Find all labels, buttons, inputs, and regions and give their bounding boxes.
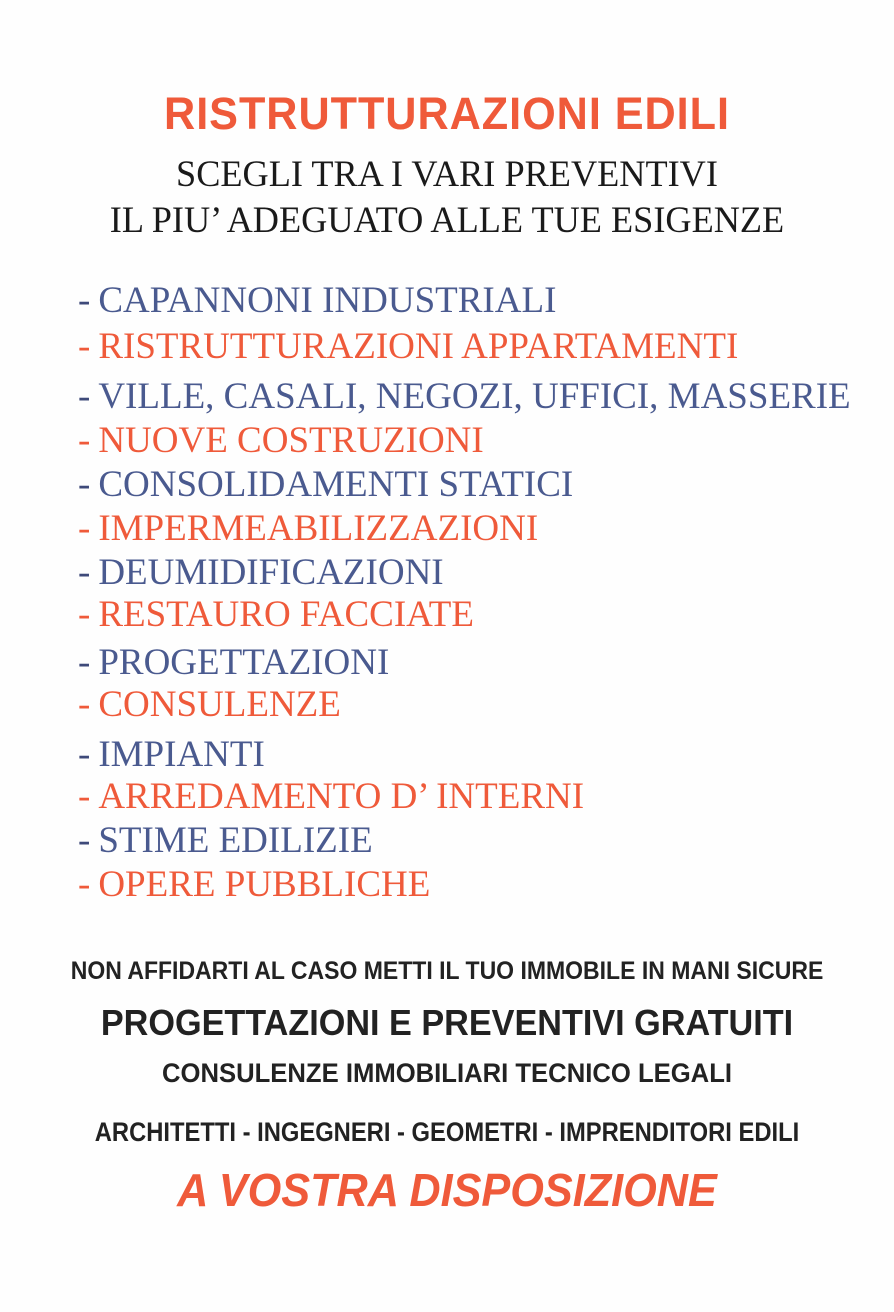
service-item xyxy=(78,422,484,459)
service-dash: - xyxy=(78,376,91,417)
service-item xyxy=(78,822,373,859)
service-dash: - xyxy=(78,776,91,817)
footer-line-3: CONSULENZE IMMOBILIARI TECNICO LEGALI xyxy=(162,1058,732,1088)
service-dash: - xyxy=(78,864,91,905)
service-item xyxy=(78,554,444,591)
service-dash: - xyxy=(78,552,91,593)
service-item xyxy=(78,596,474,633)
service-item xyxy=(78,644,389,681)
footer-line-5: A VOSTRA DISPOSIZIONE xyxy=(177,1164,717,1216)
footer-line-2: PROGETTAZIONI E PREVENTIVI GRATUITI xyxy=(100,1002,794,1043)
service-dash: - xyxy=(78,642,91,683)
service-dash: - xyxy=(78,280,91,321)
service-label: RESTAURO FACCIATE xyxy=(98,594,474,635)
service-label: OPERE PUBBLICHE xyxy=(98,864,431,905)
service-dash: - xyxy=(78,684,91,725)
service-label: DEUMIDIFICAZIONI xyxy=(98,552,444,593)
service-label: IMPIANTI xyxy=(98,734,265,775)
service-dash: - xyxy=(78,420,91,461)
service-label: RISTRUTTURAZIONI APPARTAMENTI xyxy=(98,326,739,367)
service-label: STIME EDILIZIE xyxy=(98,820,373,861)
service-item xyxy=(78,378,851,415)
subtitle-line-1: SCEGLI TRA I VARI PREVENTIVI xyxy=(176,154,718,195)
service-label: CONSULENZE xyxy=(98,684,341,725)
service-item xyxy=(78,686,341,723)
service-label: IMPERMEABILIZZAZIONI xyxy=(98,508,539,549)
subtitle-line-2: IL PIU’ ADEGUATO ALLE TUE ESIGENZE xyxy=(109,200,785,241)
service-item xyxy=(78,466,573,503)
service-dash: - xyxy=(78,594,91,635)
service-label: VILLE, CASALI, NEGOZI, UFFICI, MASSERIE xyxy=(98,376,851,417)
service-item xyxy=(78,510,538,547)
service-label: PROGETTAZIONI xyxy=(98,642,390,683)
service-dash: - xyxy=(78,820,91,861)
service-item xyxy=(78,736,265,773)
service-item xyxy=(78,866,430,903)
service-label: NUOVE COSTRUZIONI xyxy=(98,420,484,461)
service-item xyxy=(78,778,584,815)
service-dash: - xyxy=(78,464,91,505)
service-dash: - xyxy=(78,508,91,549)
footer-line-1: NON AFFIDARTI AL CASO METTI IL TUO IMMOBILE IN MANI SICURE xyxy=(70,957,824,985)
service-label: ARREDAMENTO D’ INTERNI xyxy=(98,776,585,817)
service-dash: - xyxy=(78,734,91,775)
service-item xyxy=(78,328,738,365)
service-label: CAPANNONI INDUSTRIALI xyxy=(98,280,557,321)
service-label: CONSOLIDAMENTI STATICI xyxy=(98,464,574,505)
service-item xyxy=(78,282,556,319)
footer-line-4: ARCHITETTI - INGEGNERI - GEOMETRI - IMPRENDITORI EDILI xyxy=(94,1117,800,1147)
service-dash: - xyxy=(78,326,91,367)
flyer-title: RISTRUTTURAZIONI EDILI xyxy=(164,88,730,139)
